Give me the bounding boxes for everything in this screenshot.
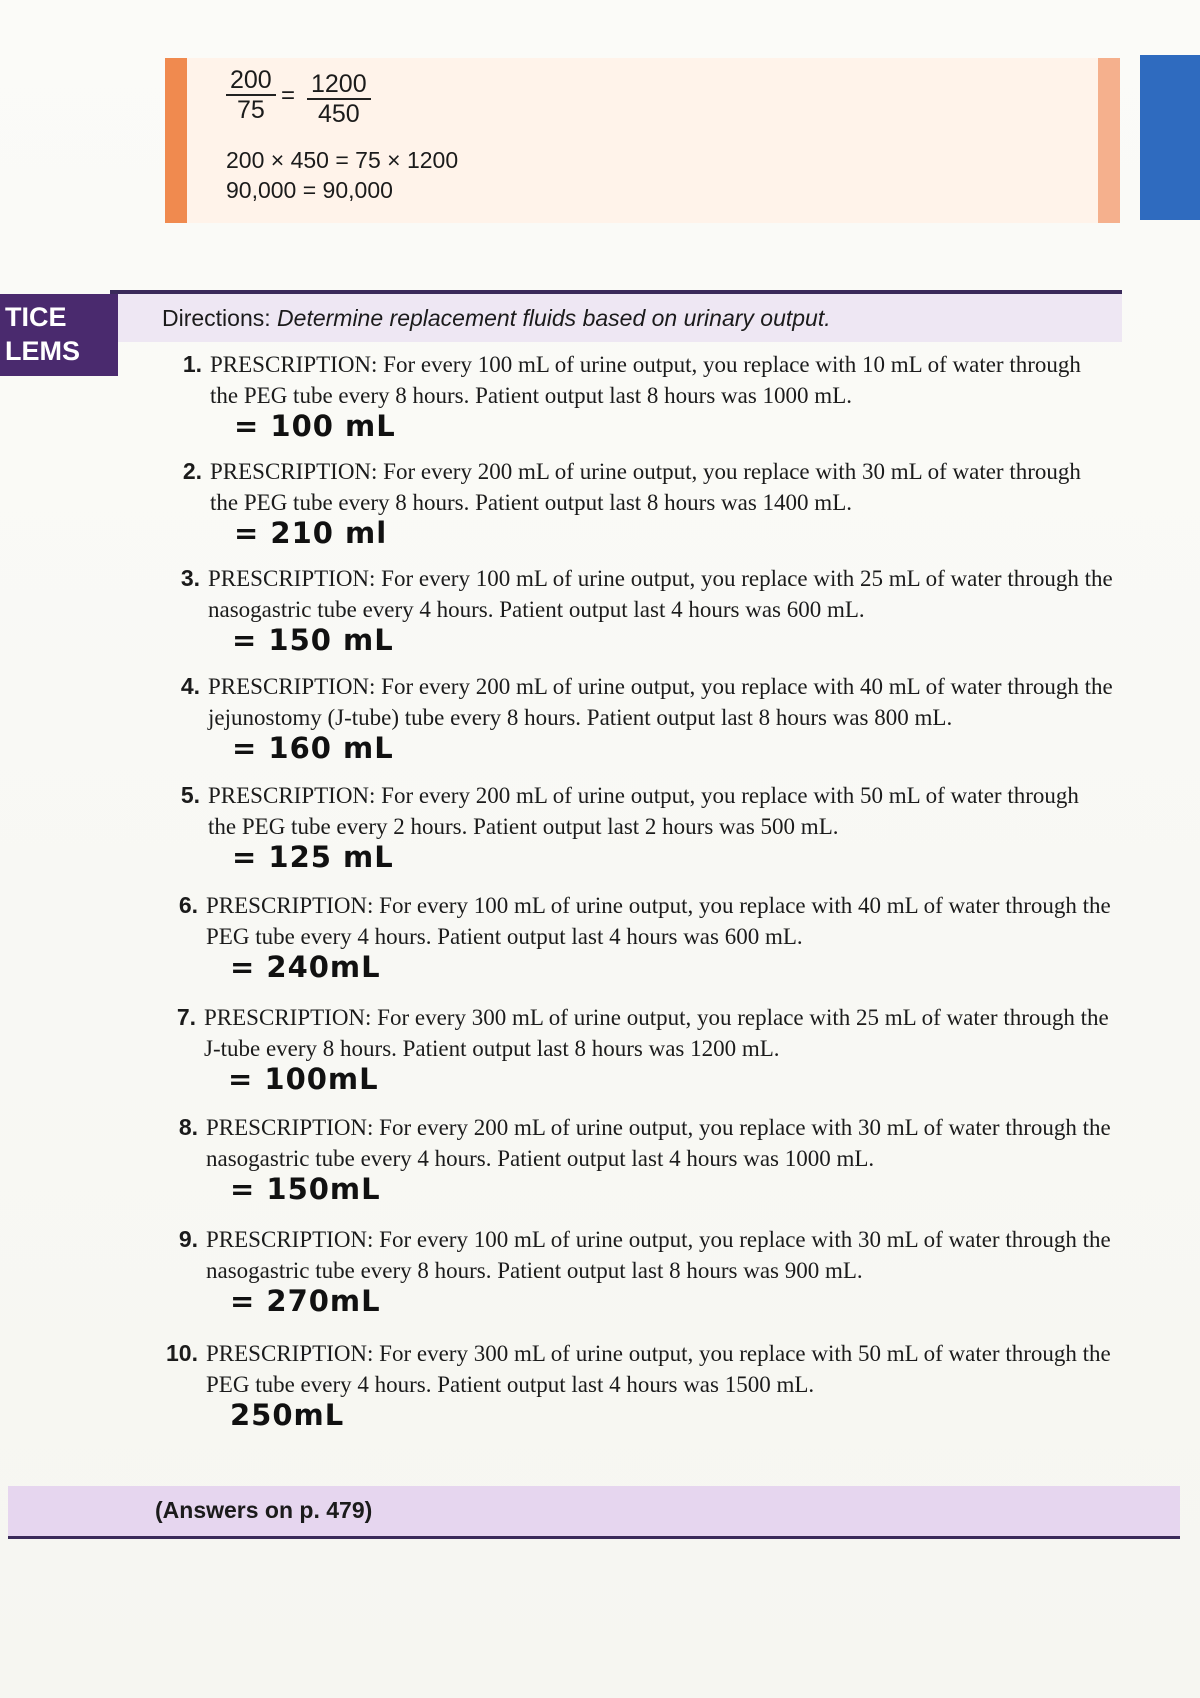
directions-text: Determine replacement fluids based on urinary output. — [277, 305, 831, 331]
problem-text: PRESCRIPTION: For every 100 mL of urine output, you replace with 10 mL of water through the PEG tube every 8 hours. Patient output last 8 hours was 1000 mL. — [210, 352, 1081, 408]
page-edge-tab — [1140, 55, 1200, 220]
problem-9: 9. PRESCRIPTION: For every 100 mL of urine output, you replace with 30 mL of water through the nasogastric tube every 8 hours. Patient output last 8 hours was 900 mL. = 270mL — [206, 1224, 1151, 1319]
example-equals-sign: = — [281, 82, 296, 109]
problem-1: 1. PRESCRIPTION: For every 100 mL of urine output, you replace with 10 mL of water through the PEG tube every 8 hours. Patient output last 8 hours was 1000 mL. = 100 mL — [210, 349, 1110, 444]
handwritten-answer: = 125 mL — [232, 840, 394, 874]
handwritten-answer: = 100mL — [228, 1062, 379, 1096]
example-cross-product: 200 × 450 = 75 × 1200 — [226, 147, 459, 173]
handwritten-answer: = 150mL — [230, 1172, 381, 1206]
problem-2: 2. PRESCRIPTION: For every 200 mL of urine output, you replace with 30 mL of water through the PEG tube every 8 hours. Patient output last 8 hours was 1400 mL. = 210 ml — [210, 456, 1110, 551]
problem-text: PRESCRIPTION: For every 300 mL of urine output, you replace with 50 mL of water through the PEG tube every 4 hours. Patient output last 4 hours was 1500 mL. — [206, 1341, 1111, 1397]
handwritten-answer: 250mL — [230, 1398, 345, 1432]
handwritten-answer: = 240mL — [230, 950, 381, 984]
section-side-tab: TICE LEMS — [0, 294, 118, 376]
directions — [162, 305, 831, 332]
problem-7: 7. PRESCRIPTION: For every 300 mL of urine output, you replace with 25 mL of water through the J-tube every 8 hours. Patient output last 8 hours was 1200 mL. = 100mL — [176, 1004, 1109, 1096]
example-result: 90,000 = 90,000 — [226, 177, 393, 203]
handwritten-answer: = 210 ml — [234, 516, 388, 550]
problem-text: PRESCRIPTION: For every 200 mL of urine output, you replace with 30 mL of water through the PEG tube every 8 hours. Patient output last 8 hours was 1400 mL. — [210, 459, 1081, 515]
problem-text: PRESCRIPTION: For every 100 mL of urine output, you replace with 30 mL of water through the nasogastric tube every 8 hours. Patient output last 8 hours was 900 mL. — [206, 1227, 1111, 1283]
problem-5: 5. PRESCRIPTION: For every 200 mL of urine output, you replace with 50 mL of water through the PEG tube every 2 hours. Patient output last 2 hours was 500 mL. = 125 mL — [208, 780, 1108, 875]
handwritten-answer: = 270mL — [230, 1284, 381, 1318]
handwritten-answer: = 150 mL — [232, 623, 394, 657]
problem-text: PRESCRIPTION: For every 100 mL of urine output, you replace with 40 mL of water through the PEG tube every 4 hours. Patient output last 4 hours was 600 mL. — [206, 893, 1111, 949]
problem-text: PRESCRIPTION: For every 200 mL of urine output, you replace with 40 mL of water through the jejunostomy (J-tube) tube every 8 hours. Patient output last 8 hours was 800 mL. — [208, 674, 1113, 730]
problem-4: 4. PRESCRIPTION: For every 200 mL of urine output, you replace with 40 mL of water through the jejunostomy (J-tube) tube every 8 hours. Patient output last 8 hours was 800 mL. = 160 mL — [208, 671, 1128, 766]
problem-text: PRESCRIPTION: For every 100 mL of urine output, you replace with 25 mL of water through the nasogastric tube every 4 hours. Patient output last 4 hours was 600 mL. — [208, 566, 1113, 622]
problem-text: PRESCRIPTION: For every 200 mL of urine output, you replace with 30 mL of water through the nasogastric tube every 4 hours. Patient output last 4 hours was 1000 mL. — [206, 1115, 1111, 1171]
problem-3: 3. PRESCRIPTION: For every 100 mL of urine output, you replace with 25 mL of water through the nasogastric tube every 4 hours. Patient output last 4 hours was 600 mL. = 150 mL — [208, 563, 1123, 658]
example-fraction-left: $\frac{200}{75}$ — [226, 66, 276, 124]
problem-10: 10. PRESCRIPTION: For every 300 mL of urine output, you replace with 50 mL of water through the PEG tube every 4 hours. Patient output last 4 hours was 1500 mL. 250mL — [206, 1338, 1146, 1433]
answers-note: (Answers on p. 479) — [155, 1497, 373, 1523]
handwritten-answer: = 160 mL — [232, 731, 394, 765]
handwritten-answer: = 100 mL — [234, 409, 396, 443]
problem-6: 6. PRESCRIPTION: For every 100 mL of urine output, you replace with 40 mL of water through the PEG tube every 4 hours. Patient output last 4 hours was 600 mL. = 240mL — [206, 890, 1126, 985]
example-fraction-right: $\frac{1200}{450}$ — [307, 70, 371, 128]
directions-label: Directions: — [162, 305, 271, 331]
problem-text: PRESCRIPTION: For every 200 mL of urine output, you replace with 50 mL of water through the PEG tube every 2 hours. Patient output last 2 hours was 500 mL. — [208, 783, 1079, 839]
problem-text: PRESCRIPTION: For every 300 mL of urine output, you replace with 25 mL of water through the J-tube every 8 hours. Patient output last 8 hours was 1200 mL. — [204, 1005, 1109, 1061]
problem-8: 8. PRESCRIPTION: For every 200 mL of urine output, you replace with 30 mL of water through the nasogastric tube every 4 hours. Patient output last 4 hours was 1000 mL. = 150mL — [206, 1112, 1146, 1207]
